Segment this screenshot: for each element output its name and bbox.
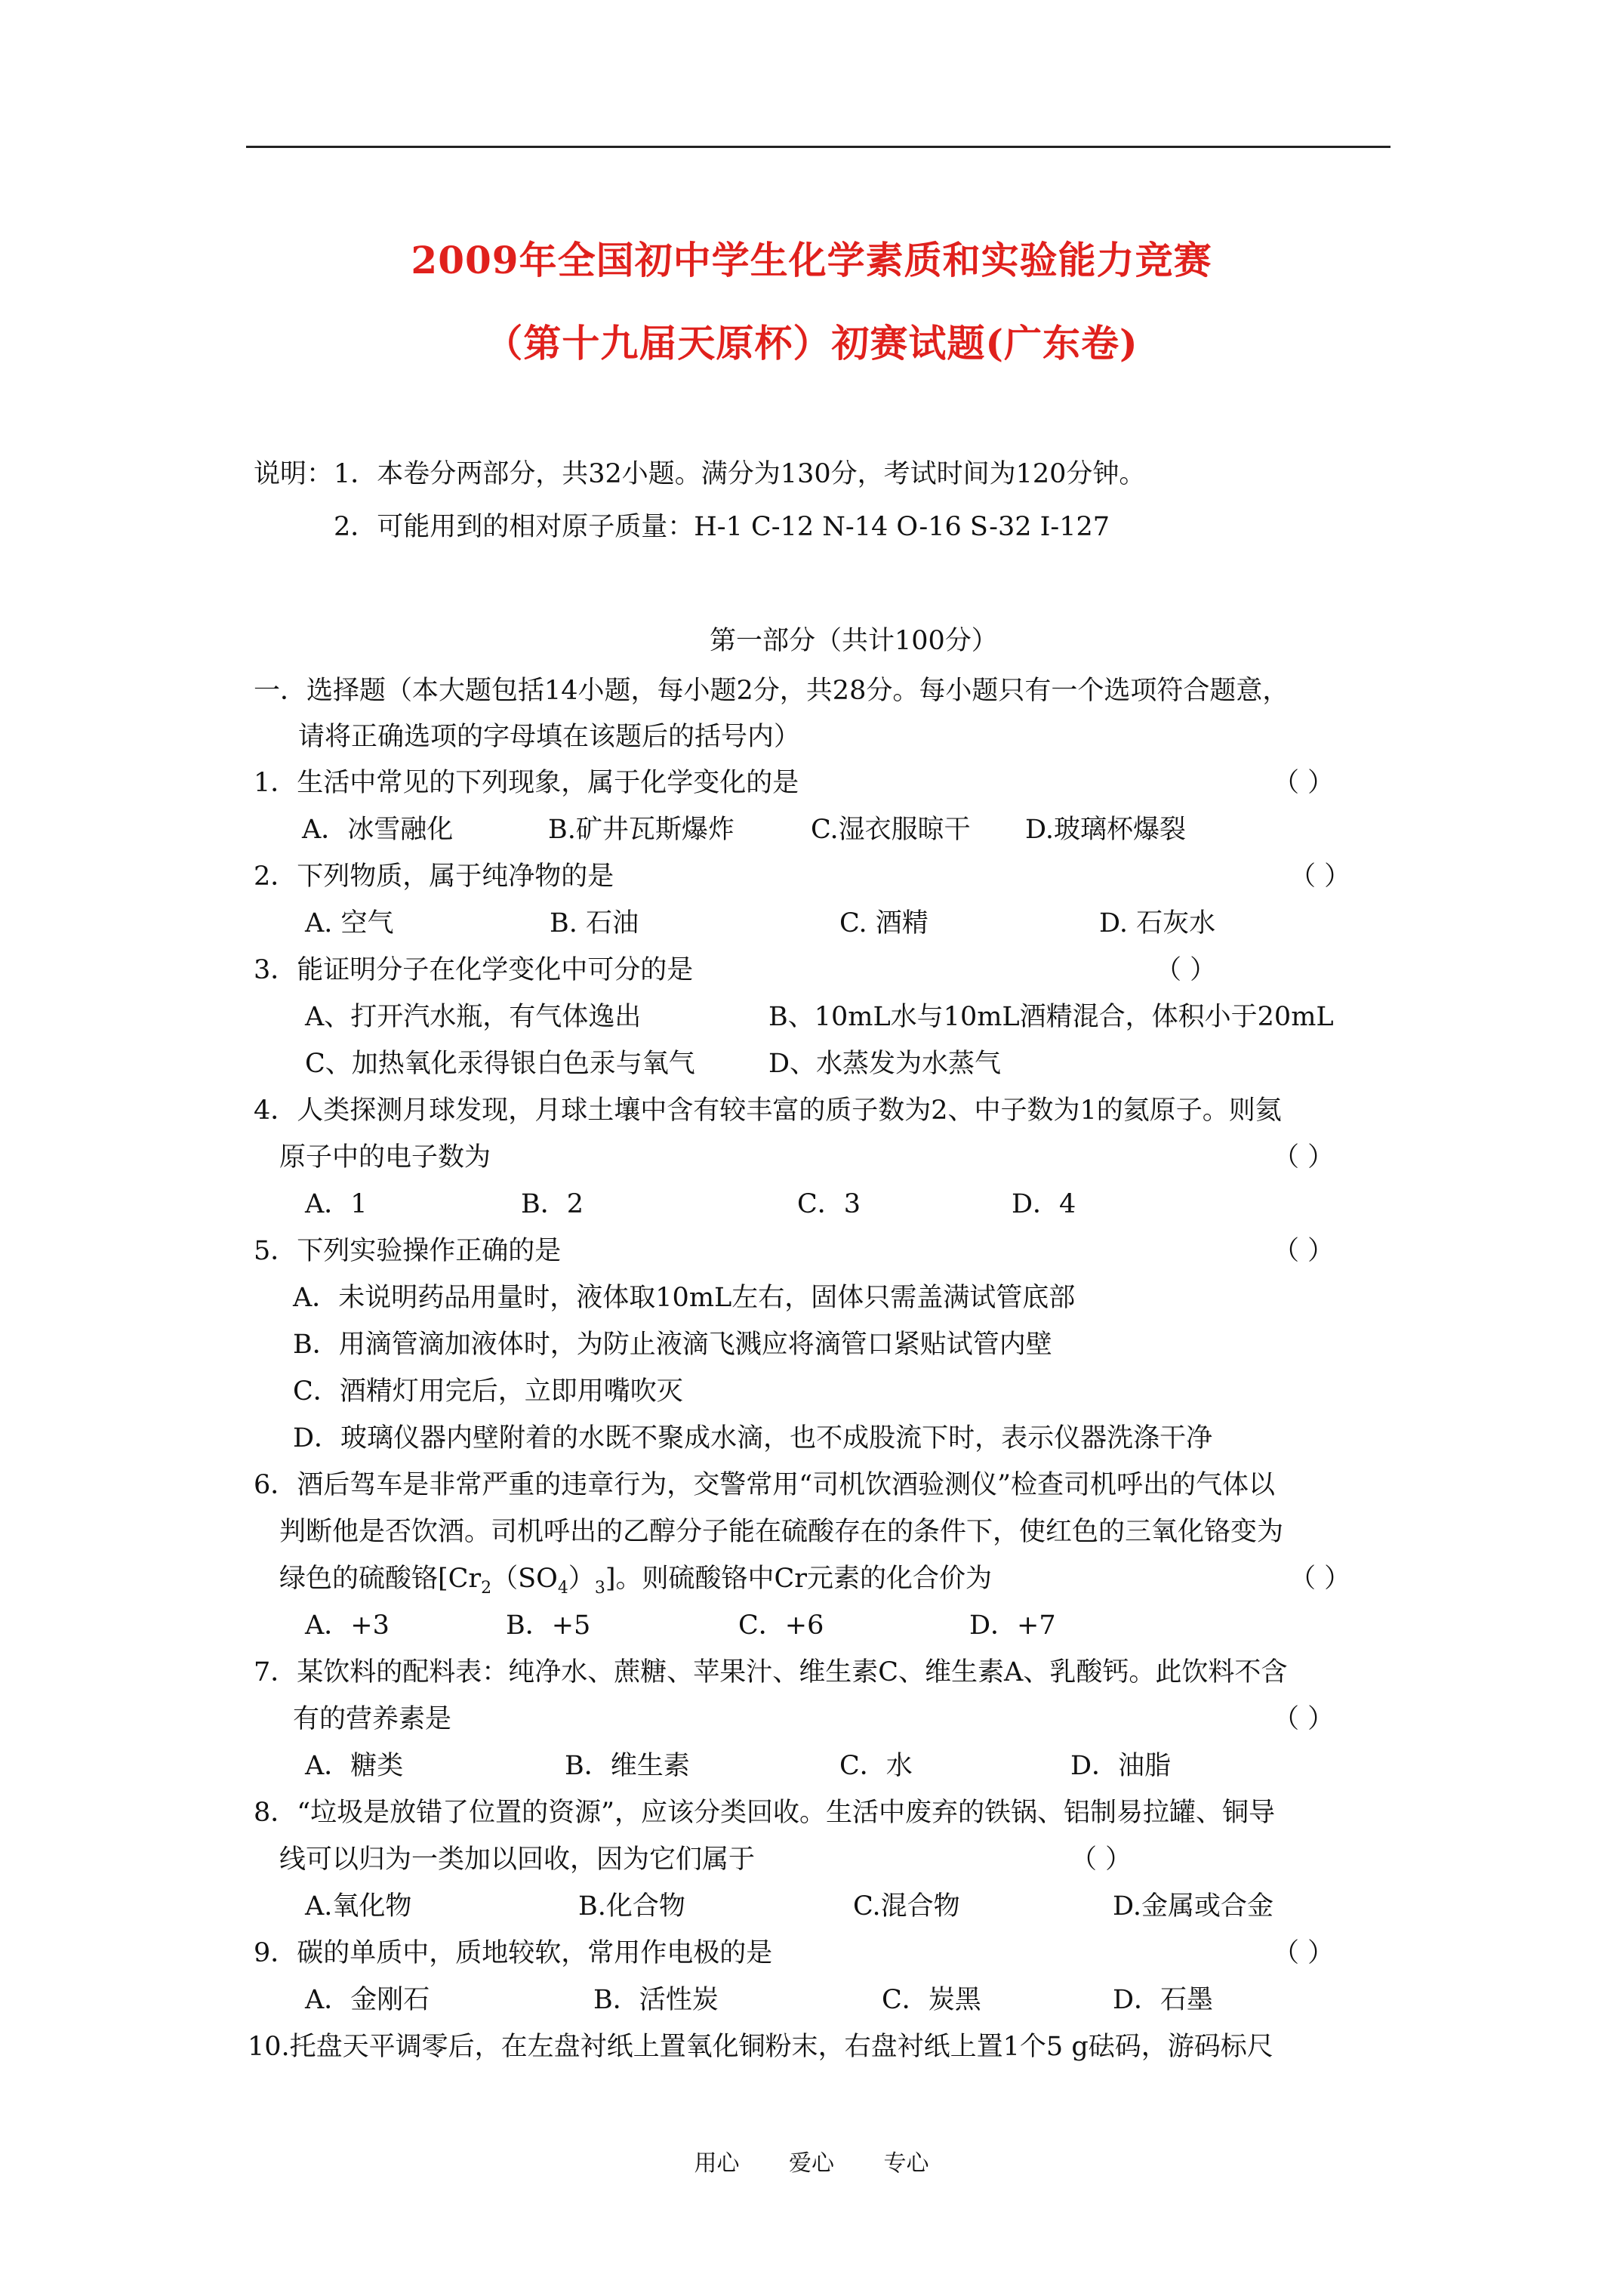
question-8-stem-1: 8．“垃圾是放错了位置的资源”，应该分类回收。生活中废弃的铁锅、铝制易拉罐、铜导 bbox=[254, 1798, 1276, 1828]
section-instructions-1: 一．选择题（本大题包括14小题，每小题2分，共28分。每小题只有一个选项符合题意， bbox=[254, 676, 1289, 706]
q5-option-c: C．酒精灯用完后，立即用嘴吹灭 bbox=[293, 1376, 683, 1407]
q7-option-a: A．糖类 bbox=[305, 1751, 404, 1781]
q8-option-a: A.氧化物 bbox=[305, 1891, 412, 1922]
q2-option-a: A. 空气 bbox=[305, 908, 394, 938]
q9-option-b: B．活性炭 bbox=[593, 1985, 719, 2015]
q5-option-b: B．用滴管滴加液体时，为防止液滴飞溅应将滴管口紧贴试管内壁 bbox=[293, 1330, 1052, 1360]
q8-option-c: C.混合物 bbox=[853, 1891, 960, 1922]
q2-option-c: C. 酒精 bbox=[839, 908, 929, 938]
part-heading: 第一部分（共计100分） bbox=[710, 626, 998, 656]
answer-blank-4: （ ） bbox=[1273, 1142, 1335, 1173]
q1-option-a: A．冰雪融化 bbox=[302, 815, 454, 845]
question-7-stem-1: 7．某饮料的配料表：纯净水、蔗糖、苹果汁、维生素C、维生素A、乳酸钙。此饮料不含 bbox=[254, 1657, 1288, 1687]
q2-option-d: D. 石灰水 bbox=[1099, 908, 1216, 938]
question-4-stem-1: 4．人类探测月球发现，月球土壤中含有较丰富的质子数为2、中子数为1的氦原子。则氦 bbox=[254, 1096, 1282, 1126]
question-1-stem: 1．生活中常见的下列现象，属于化学变化的是 bbox=[254, 768, 799, 798]
footer-word-2: 爱心 bbox=[789, 2150, 834, 2177]
answer-blank-6: （ ） bbox=[1289, 1564, 1351, 1594]
q9-option-c: C．炭黑 bbox=[882, 1985, 981, 2015]
question-6-stem-3: 绿色的硫酸铬$[Cr_2(SO_4)_3]$。则硫酸铬中Cr元素的化合价为 bbox=[279, 1564, 993, 1598]
note-2: 2．可能用到的相对原子质量：H-1 C-12 N-14 O-16 S-32 I-127 bbox=[334, 512, 1110, 542]
title-line-1: 2009年全国初中学生化学素质和实验能力竞赛 bbox=[411, 238, 1212, 282]
answer-blank-1: （ ） bbox=[1273, 768, 1335, 798]
section-instructions-2: 请将正确选项的字母填在该题后的括号内） bbox=[298, 722, 801, 752]
q6-option-d: D．+7 bbox=[969, 1610, 1056, 1641]
q4-option-a: A．1 bbox=[305, 1189, 368, 1219]
q7-option-b: B．维生素 bbox=[565, 1751, 690, 1781]
q5-option-d: D．玻璃仪器内壁附着的水既不聚成水滴，也不成股流下时，表示仪器洗涤干净 bbox=[293, 1423, 1213, 1453]
q4-option-b: B．2 bbox=[521, 1189, 584, 1219]
q2-option-b: B. 石油 bbox=[550, 908, 639, 938]
question-4-stem-2: 原子中的电子数为 bbox=[279, 1142, 491, 1173]
title-line-2: （第十九届天原杯）初赛试题(广东卷) bbox=[485, 321, 1138, 365]
q4-option-d: D．4 bbox=[1012, 1189, 1076, 1219]
answer-blank-7: （ ） bbox=[1273, 1704, 1335, 1734]
q5-option-a: A．未说明药品用量时，液体取10mL左右，固体只需盖满试管底部 bbox=[293, 1283, 1076, 1313]
q7-option-d: D．油脂 bbox=[1070, 1751, 1172, 1781]
q1-option-c: C.湿衣服晾干 bbox=[811, 815, 971, 845]
notes-label: 说明： bbox=[254, 459, 334, 489]
q1-option-d: D.玻璃杯爆裂 bbox=[1025, 815, 1186, 845]
q7-option-c: C．水 bbox=[839, 1751, 913, 1781]
q3-option-b: B、10mL水与10mL酒精混合，体积小于20mL bbox=[768, 1002, 1334, 1032]
question-10-stem: 10.托盘天平调零后，在左盘衬纸上置氧化铜粉末，右盘衬纸上置1个5 g砝码，游码标尺 bbox=[248, 2032, 1273, 2062]
page-footer bbox=[0, 2144, 1623, 2177]
q6-option-a: A．+3 bbox=[305, 1610, 390, 1641]
question-6-stem-2: 判断他是否饮酒。司机呼出的乙醇分子能在硫酸存在的条件下，使红色的三氧化铬变为 bbox=[279, 1517, 1284, 1547]
question-8-stem-2: 线可以归为一类加以回收，因为它们属于 bbox=[279, 1845, 756, 1875]
answer-blank-8: （ ） bbox=[1070, 1845, 1132, 1875]
q1-option-b: B.矿井瓦斯爆炸 bbox=[548, 815, 735, 845]
q6-option-b: B．+5 bbox=[506, 1610, 591, 1641]
question-5-stem: 5．下列实验操作正确的是 bbox=[254, 1236, 562, 1266]
question-3-stem: 3．能证明分子在化学变化中可分的是 bbox=[254, 955, 694, 985]
question-7-stem-2: 有的营养素是 bbox=[293, 1704, 452, 1734]
note-1: 1．本卷分两部分，共32小题。满分为130分，考试时间为120分钟。 bbox=[334, 459, 1146, 489]
answer-blank-2: （ ） bbox=[1289, 861, 1351, 892]
footer-word-1: 用心 bbox=[694, 2150, 740, 2177]
header-rule bbox=[246, 146, 1390, 148]
answer-blank-3: （ ） bbox=[1155, 955, 1217, 985]
q3-option-d: D、水蒸发为水蒸气 bbox=[768, 1049, 1002, 1079]
q4-option-c: C．3 bbox=[797, 1189, 861, 1219]
q3-option-a: A、打开汽水瓶，有气体逸出 bbox=[305, 1002, 642, 1032]
q8-option-d: D.金属或合金 bbox=[1113, 1891, 1273, 1922]
question-9-stem: 9．碳的单质中，质地较软，常用作电极的是 bbox=[254, 1938, 773, 1968]
answer-blank-5: （ ） bbox=[1273, 1236, 1335, 1266]
answer-blank-9: （ ） bbox=[1273, 1938, 1335, 1968]
q6-option-c: C．+6 bbox=[738, 1610, 824, 1641]
q3-option-c: C、加热氧化汞得银白色汞与氧气 bbox=[305, 1049, 695, 1079]
q8-option-b: B.化合物 bbox=[578, 1891, 685, 1922]
q9-option-d: D．石墨 bbox=[1113, 1985, 1214, 2015]
q9-option-a: A．金刚石 bbox=[305, 1985, 430, 2015]
question-2-stem: 2．下列物质，属于纯净物的是 bbox=[254, 861, 614, 892]
question-6-stem-1: 6．酒后驾车是非常严重的违章行为，交警常用“司机饮酒验测仪”检查司机呼出的气体以 bbox=[254, 1470, 1276, 1500]
footer-word-3: 专心 bbox=[883, 2150, 929, 2177]
